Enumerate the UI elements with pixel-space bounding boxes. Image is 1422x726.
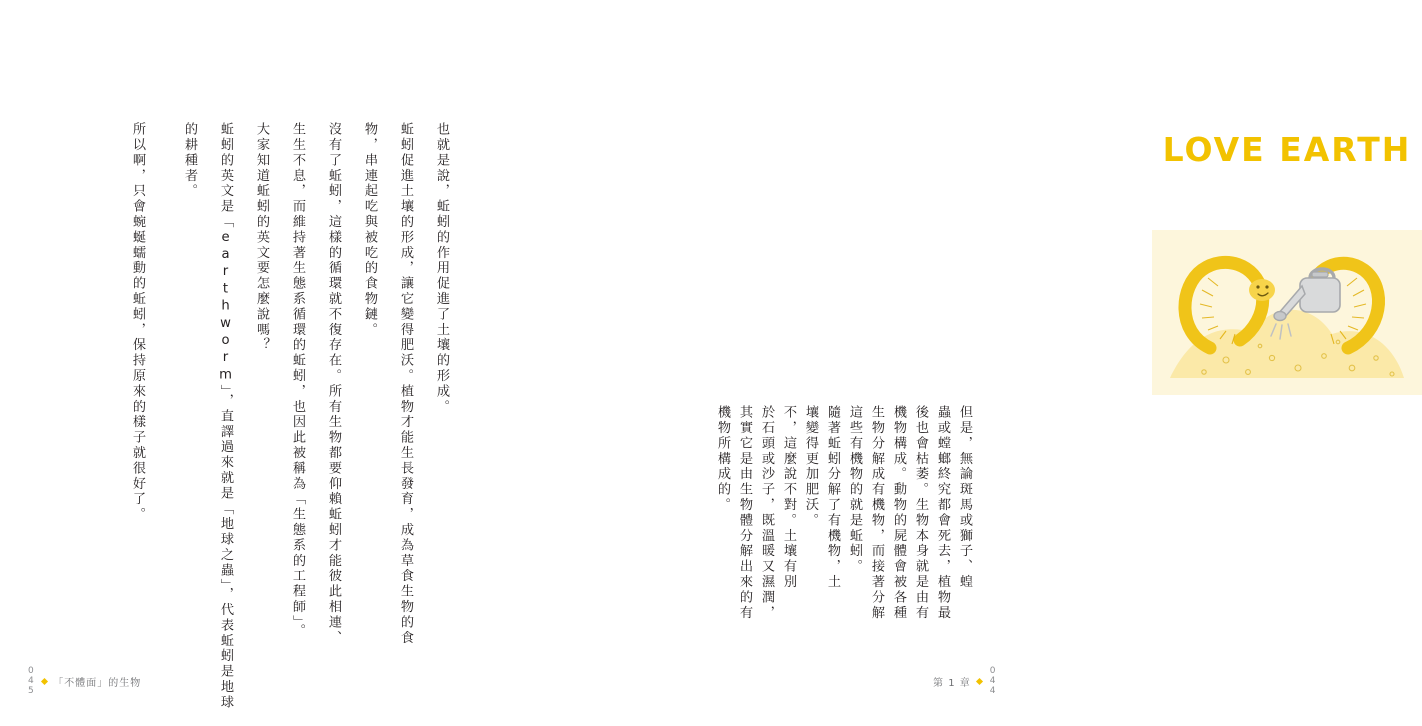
right-page-column-8: 壤變得更加肥沃。 (803, 405, 818, 529)
running-head-left: 「不體面」的生物 (53, 677, 142, 689)
right-page-column-2: 蟲或螳螂終究都會死去，植物最 (935, 405, 950, 621)
left-page-column-3: 物，串連起吃與被吃的食物鏈。 (362, 122, 377, 338)
left-page-column-4: 沒有了蚯蚓，這樣的循環就不復存在。所有生物都要仰賴蚯蚓才能彼此相連、 (326, 122, 341, 646)
right-page-column-10: 於石頭或沙子，既溫暖又濕潤， (759, 405, 774, 621)
diamond-icon (976, 677, 983, 684)
folio-digit: 0 (28, 666, 35, 676)
left-page-column-5: 生生不息，而維持著生態系循環的蚯蚓，也因此被稱為「生態系的工程師」。 (290, 122, 305, 639)
right-page-column-1: 但是，無論斑馬或獅子、蝗 (957, 405, 972, 590)
illustration-love-earth (1152, 130, 1422, 395)
folio-digit: 4 (989, 676, 996, 686)
folio-left (28, 666, 141, 696)
right-page-column-3: 後也會枯萎。生物本身就是由有 (913, 405, 928, 621)
folio-right (933, 666, 996, 696)
illustration-artwork (1152, 182, 1422, 395)
left-page-column-1: 也就是說，蚯蚓的作用促進了土壤的形成。 (434, 122, 449, 415)
right-page-column-7: 隨著蚯蚓分解了有機物，土 (825, 405, 840, 590)
left-page-column-2: 蚯蚓促進土壤的形成，讓它變得肥沃。植物才能生長發育，成為草食生物的食 (398, 122, 413, 646)
left-page-column-8: 的耕種者。 (182, 122, 197, 199)
folio-digit: 5 (28, 686, 35, 696)
right-page-column-12: 機物所構成的。 (715, 405, 730, 513)
running-head-right: 第 1 章 (933, 677, 971, 689)
left-page-column-7: 蚯蚓的英文是「earthworm」，直譯過來就是「地球之蟲」，代表蚯蚓是地球 (218, 122, 233, 711)
illustration-title: LOVE EARTH (1162, 130, 1412, 169)
folio-digit: 0 (989, 666, 996, 676)
right-page-column-9: 不，這麼說不對。土壤有別 (781, 405, 796, 590)
right-page-column-11: 其實它是由生物體分解出來的有 (737, 405, 752, 621)
left-page-column-9: 所以啊，只會蜿蜒蠕動的蚯蚓，保持原來的樣子就很好了。 (130, 122, 145, 523)
folio-number-right (990, 666, 996, 696)
right-page-column-6: 這些有機物的就是蚯蚓。 (847, 405, 862, 575)
right-page-column-4: 機物構成。動物的屍體會被各種 (891, 405, 906, 621)
right-page-column-5: 生物分解成有機物，而接著分解 (869, 405, 884, 621)
left-page-column-6: 大家知道蚯蚓的英文要怎麼說嗎？ (254, 122, 269, 353)
page-left (0, 0, 512, 726)
page-right (512, 0, 1412, 726)
diamond-icon (41, 677, 48, 684)
folio-number-left (28, 666, 34, 696)
folio-digit: 4 (28, 676, 35, 686)
folio-digit: 4 (989, 686, 996, 696)
